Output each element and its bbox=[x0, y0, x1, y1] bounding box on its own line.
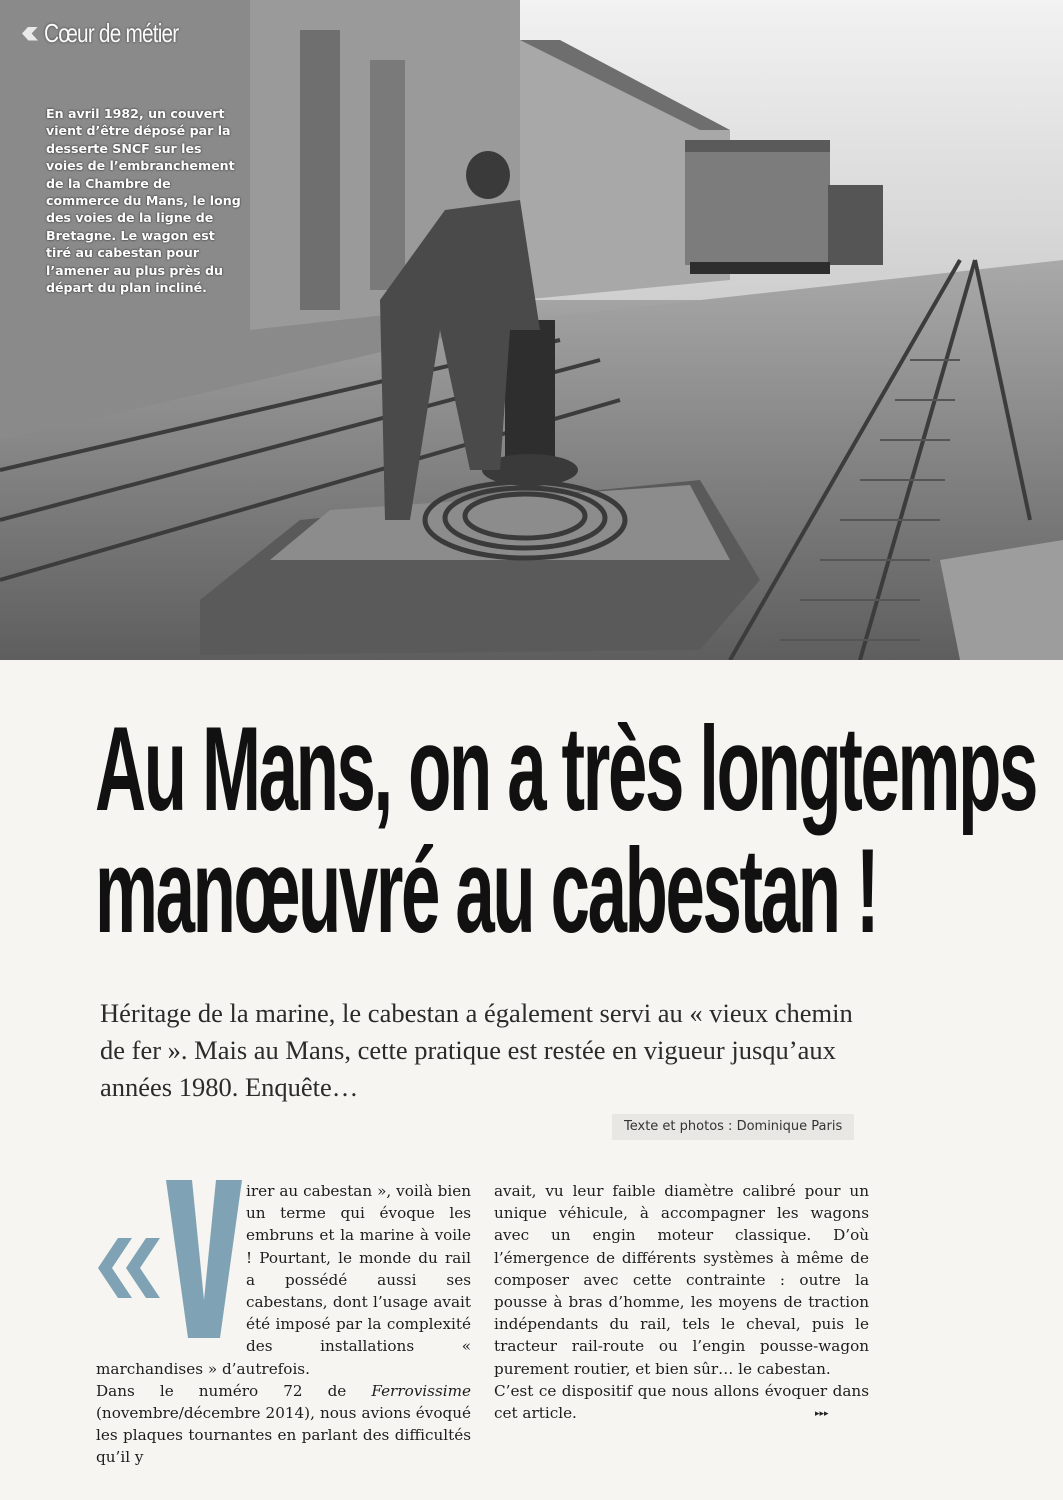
railway-yard-illustration bbox=[0, 0, 1063, 660]
body-column-2 bbox=[494, 1180, 869, 1424]
col1-para2-prefix: Dans le numéro 72 de bbox=[96, 1381, 372, 1400]
dropcap-letter-v bbox=[166, 1180, 242, 1338]
body-column-1 bbox=[96, 1180, 471, 1469]
col2-paragraph-1: avait, vu leur faible diamètre calibré pour un unique véhicule, à accompagner les wagons avec un engin moteur classique. D’où l’émergence de différents systèmes à même de composer avec cette contrainte : outre la pousse à bras d’homme, les moyens de traction indépendants du rail, tels le cheval, puis le tracteur rail-route ou l’engin pousse-wagon purement routier, et bien sûr… le cabestan. bbox=[494, 1182, 869, 1378]
col2-paragraph-2: C’est ce dispositif que nous allons évoquer dans cet article. bbox=[494, 1381, 869, 1423]
header-photo bbox=[0, 0, 1063, 660]
rubric-label: Cœur de métier bbox=[44, 18, 179, 48]
headline-line-1: Au Mans, on a très longtemps bbox=[95, 702, 1036, 836]
article-credit: Texte et photos : Dominique Paris bbox=[612, 1114, 854, 1140]
headline-line-2: manœuvré au cabestan ! bbox=[95, 824, 878, 958]
article-standfirst: Héritage de la marine, le cabestan a également servi au « vieux chemin de fer ». Mais au Mans, cette pratique est restée en vigueur jusqu’aux années 1980. Enquête… bbox=[100, 998, 853, 1102]
magazine-title: Ferrovissime bbox=[371, 1381, 471, 1400]
rubric-chevron-icon bbox=[22, 27, 38, 41]
continue-arrows-icon: ▸▸▸ bbox=[815, 1409, 829, 1419]
photo-caption: En avril 1982, un couvert vient d’être déposé par la desserte SNCF sur les voies de l’embranchement de la Chambre de commerce du Mans, le long des voies de la ligne de Bretagne. Le wagon est tiré au cabestan pour l’amener au plus près du départ du plan incliné. bbox=[46, 106, 241, 296]
dropcap bbox=[96, 1180, 244, 1340]
col1-paragraph-2 bbox=[96, 1380, 471, 1469]
article-headline bbox=[95, 702, 1036, 958]
section-rubric bbox=[22, 18, 212, 49]
col1-paragraph-1: irer au cabestan », voilà bien un terme qui évoque les embruns et la marine à voile ! Pourtant, le monde du rail a possédé aussi ses cabestans, dont l’usage avait été imposé par la complexité des installations « marchandises » d’autrefois. bbox=[96, 1182, 471, 1378]
opening-quote-icon bbox=[96, 1238, 168, 1298]
col1-para2-suffix: (novembre/décembre 2014), nous avions évoqué les plaques tournantes en parlant des difficultés qu’il y bbox=[96, 1404, 471, 1467]
